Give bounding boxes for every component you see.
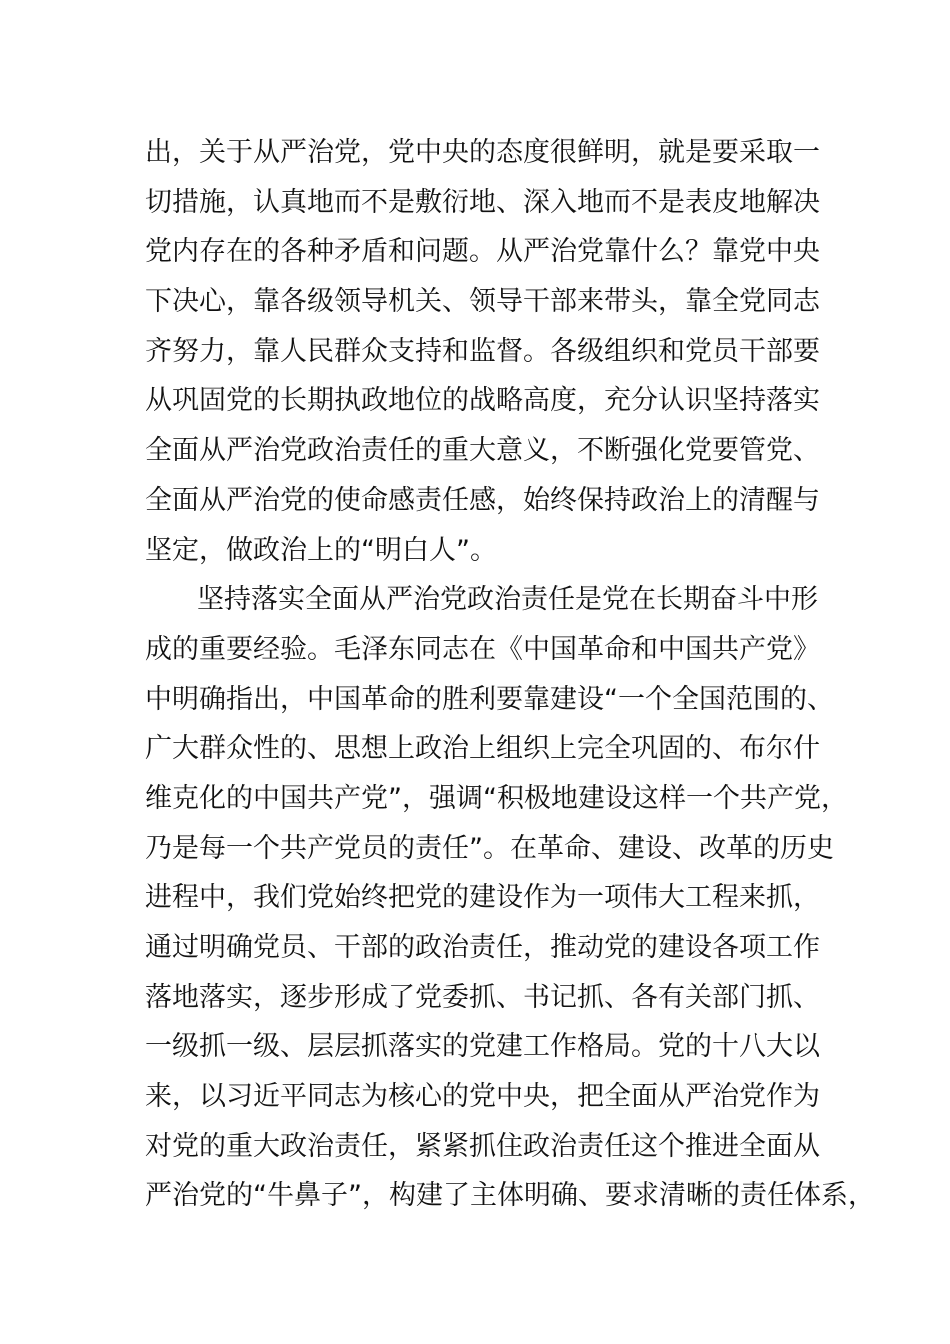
text-line: 乃是每一个共产党员的责任”。在革命、建设、改革的历史 xyxy=(145,832,834,864)
body-text xyxy=(145,128,875,1221)
text-line: 出，关于从严治党，党中央的态度很鲜明，就是要采取一 xyxy=(145,137,820,168)
text-line: 下决心，靠各级领导机关、领导干部来带头，靠全党同志 xyxy=(145,286,820,318)
text-line: 通过明确党员、干部的政治责任，推动党的建设各项工作 xyxy=(145,932,820,963)
text-line: 一级抓一级、层层抓落实的党建工作格局。党的十八大以 xyxy=(145,1031,820,1063)
text-line: 从巩固党的长期执政地位的战略高度，充分认识坚持落实 xyxy=(145,385,820,417)
text-line: 广大群众性的、思想上政治上组织上完全巩固的、布尔什 xyxy=(145,733,820,765)
text-line: 维克化的中国共产党”，强调“积极地建设这样一个共产党， xyxy=(145,782,848,814)
text-line: 坚定，做政治上的“明白人”。 xyxy=(145,534,497,566)
text-line: 全面从严治党政治责任的重大意义，不断强化党要管党、 xyxy=(145,435,820,467)
text-line: 齐努力，靠人民群众支持和监督。各级组织和党员干部要 xyxy=(145,335,820,367)
text-line: 进程中，我们党始终把党的建设作为一项伟大工程来抓， xyxy=(145,882,820,914)
text-line: 严治党的“牛鼻子”，构建了主体明确、要求清晰的责任体系， xyxy=(145,1180,875,1212)
text-line: 党内存在的各种矛盾和问题。从严治党靠什么？靠党中央 xyxy=(145,236,820,268)
text-line: 成的重要经验。毛泽东同志在《中国革命和中国共产党》 xyxy=(145,633,820,665)
text-line: 切措施，认真地而不是敷衍地、深入地而不是表皮地解决 xyxy=(145,186,820,218)
text-line: 来，以习近平同志为核心的党中央，把全面从严治党作为 xyxy=(145,1081,820,1113)
text-line: 对党的重大政治责任，紧紧抓住政治责任这个推进全面从 xyxy=(145,1130,820,1162)
paragraph-first-line: 坚持落实全面从严治党政治责任是党在长期奋斗中形 xyxy=(197,584,818,616)
text-line: 全面从严治党的使命感责任感，始终保持政治上的清醒与 xyxy=(145,484,820,516)
text-line: 落地落实，逐步形成了党委抓、书记抓、各有关部门抓、 xyxy=(145,981,820,1013)
text-line: 中明确指出，中国革命的胜利要靠建设“一个全国范围的、 xyxy=(145,683,834,715)
